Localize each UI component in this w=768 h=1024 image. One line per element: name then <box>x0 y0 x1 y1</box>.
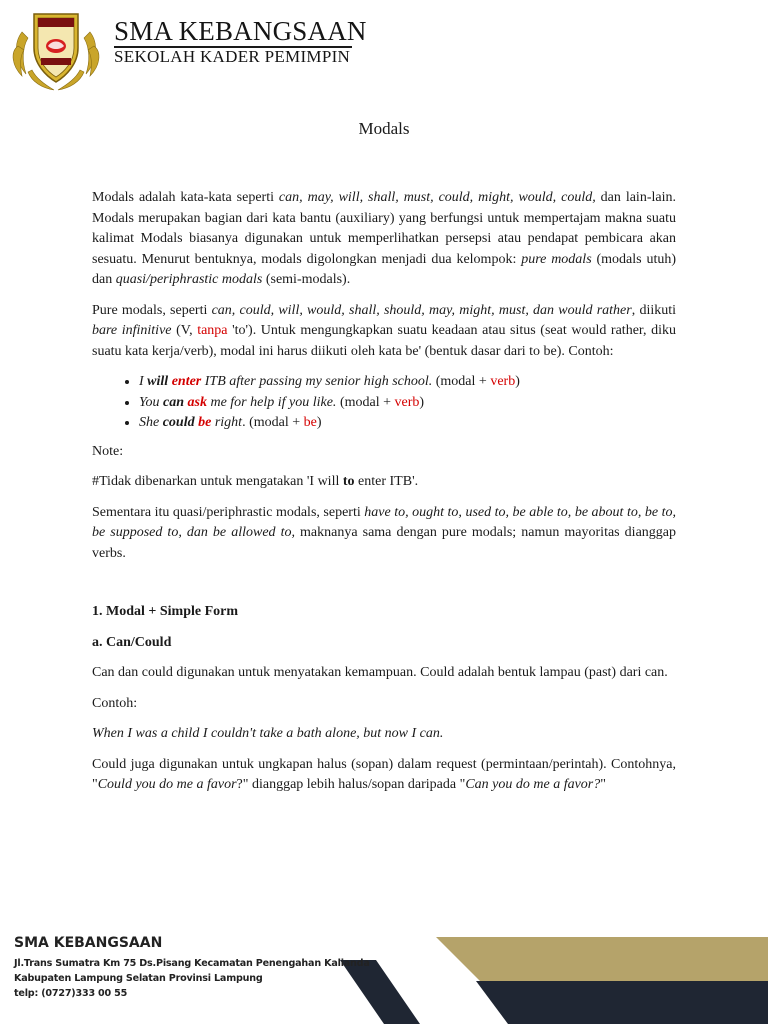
polite-request-paragraph: Could juga digunakan untuk ungkapan halus (sopan) dalam request (permintaan/perintah). Contohnya, "Could you do me a favor?" dianggap lebih halus/sopan daripada "Can you do me a favor?" <box>92 756 676 792</box>
footer-address-line-1: Jl.Trans Sumatra Km 75 Ds.Pisang Kecamatan Penengahan Kalianda <box>14 958 370 969</box>
letterhead <box>0 0 768 100</box>
example-list <box>92 372 676 434</box>
contoh-label: Contoh: <box>92 695 138 711</box>
spacer <box>92 574 676 602</box>
intro-paragraph: Modals adalah kata-kata seperti can, may, will, shall, must, could, might, would, could, dan lain-lain. Modals merupakan bagian dari kata bantu (auxiliary) yang berfungsi untuk mempertajam makna suatu kalimat Modals biasanya digunakan untuk memperlihatkan persepsi atau pendapat pembicara akan sesuatu. Menurut bentuknya, modals digolongkan menjadi dua kelompok: pure modals (modals utuh) dan quasi/periphrastic modals (semi-modals). <box>92 190 677 287</box>
note-line: #Tidak dibenarkan untuk mengatakan 'I will to enter ITB'. <box>92 474 419 489</box>
list-item: • I will enter ITB after passing my senior high school. (modal + verb) <box>139 372 676 393</box>
footer-phone: telp: (0727)333 00 55 <box>14 988 128 999</box>
list-item: • She could be right. (modal + be) <box>139 413 676 434</box>
list-item: • You can ask me for help if you like. (modal + verb) <box>139 393 676 414</box>
footer <box>0 920 768 1024</box>
sub-heading: a. Can/Could <box>92 634 172 650</box>
document-title: Modals <box>358 119 410 138</box>
footer-address-line-2: Kabupaten Lampung Selatan Provinsi Lampung <box>14 973 263 984</box>
school-crest-logo <box>8 2 104 94</box>
school-tagline: SEKOLAH KADER PEMIMPIN <box>114 47 351 66</box>
quasi-modals-paragraph: Sementara itu quasi/periphrastic modals, seperti have to, ought to, used to, be able to, be about to, be to, be supposed to, dan be allowed to, maknanya sama dengan pure modals; namun mayoritas dianggap verbs. <box>92 504 676 561</box>
note-label: Note: <box>92 443 124 459</box>
example-sentence: When I was a child I couldn't take a bath alone, but now I can. <box>92 726 444 741</box>
document-body <box>92 188 676 806</box>
pure-modals-paragraph: Pure modals, seperti can, could, will, would, shall, should, may, might, must, dan would rather, diikuti bare infinitive (V, tanpa 'to'). Untuk mengungkapkan suatu keadaan atau situs (seat would rather, diku suatu kata kerja/verb), modal ini harus diikuti oleh kata be' (bentuk dasar dari to be). Contoh: <box>92 302 676 359</box>
can-could-paragraph: Can dan could digunakan untuk menyatakan kemampuan. Could adalah bentuk lampau (past) dari can. <box>92 665 668 680</box>
section-heading: 1. Modal + Simple Form <box>92 604 239 619</box>
footer-school-name: SMA KEBANGSAAN <box>14 935 163 951</box>
school-name: SMA KEBANGSAAN <box>114 16 367 46</box>
